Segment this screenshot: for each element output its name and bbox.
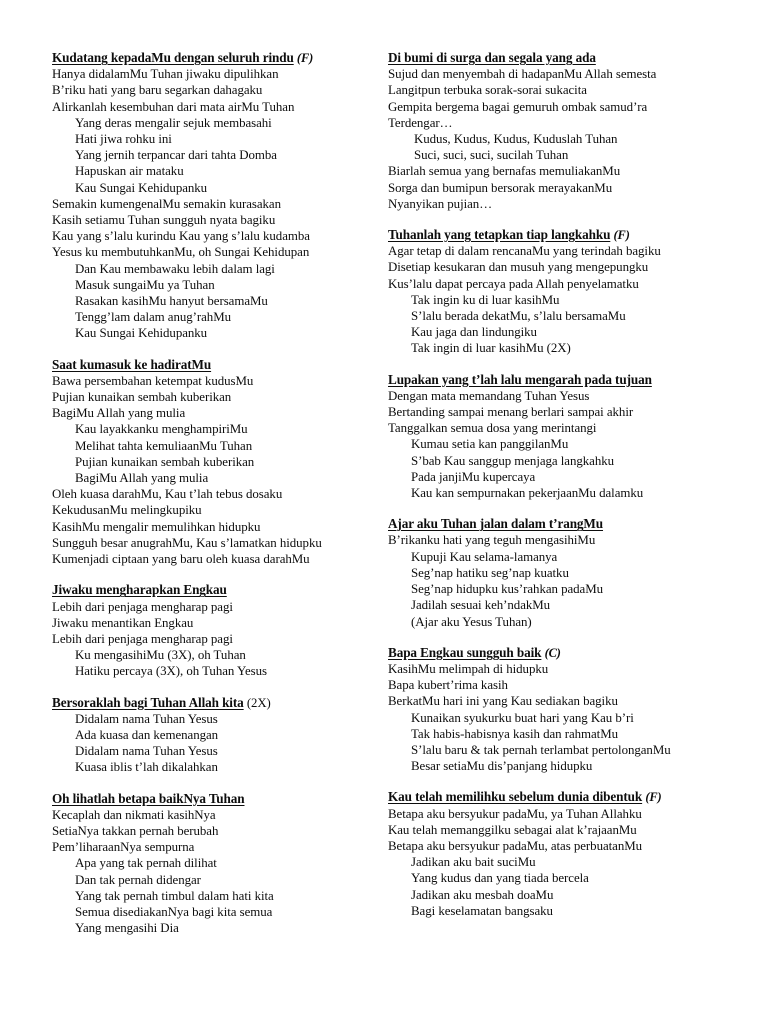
song-title-text: Tuhanlah yang tetapkan tiap langkahku bbox=[388, 227, 611, 243]
lyric-line: Kuasa iblis t’lah dikalahkan bbox=[75, 760, 218, 775]
lyric-line: Pem’liharaanNya sempurna bbox=[52, 840, 195, 855]
lyric-line: Kau jaga dan lindungiku bbox=[411, 325, 537, 340]
lyric-line: Suci, suci, suci, sucilah Tuhan bbox=[414, 148, 569, 163]
song-title bbox=[388, 789, 720, 805]
song-block bbox=[52, 791, 386, 937]
lyric-line: Tak ingin ku di luar kasihMu bbox=[411, 292, 560, 307]
lyric-line: Sorga dan bumipun bersorak merayakanMu bbox=[388, 180, 613, 195]
lyric-line: Gempita bergema bagai gemuruh ombak samud’ra bbox=[388, 99, 648, 114]
song-title bbox=[388, 645, 720, 661]
lyric-line: Dan tak pernah didengar bbox=[75, 872, 201, 887]
lyric-line: Kasih setiamu Tuhan sungguh nyata bagiku bbox=[52, 213, 276, 228]
song-title bbox=[52, 695, 386, 711]
lyric-line: Bapa kubert’rima kasih bbox=[388, 678, 508, 693]
lyric-line: S’lalu berada dekatMu, s’lalu bersamaMu bbox=[411, 309, 626, 324]
song-title-text: Oh lihatlah betapa baikNya Tuhan bbox=[52, 790, 245, 806]
lyric-line: Dengan mata memandang Tuhan Yesus bbox=[388, 388, 590, 403]
lyric-line: Hati jiwa rohku ini bbox=[75, 132, 172, 147]
lyric-line: Hapuskan air mataku bbox=[75, 164, 184, 179]
lyric-line: Yang mengasihi Dia bbox=[75, 921, 179, 936]
song-title-text: Kau telah memilihku sebelum dunia dibentuk bbox=[388, 789, 643, 805]
lyric-line: Agar tetap di dalam rencanaMu yang terindah bagiku bbox=[388, 244, 661, 259]
song-title bbox=[52, 50, 386, 66]
lyric-line: Kunaikan syukurku buat hari yang Kau b’ri bbox=[411, 710, 634, 725]
lyric-line: Disetiap kesukaran dan musuh yang mengepungku bbox=[388, 260, 649, 275]
lyric-line: Tanggalkan semua dosa yang merintangi bbox=[388, 421, 597, 436]
lyric-line: KasihMu melimpah di hidupku bbox=[388, 661, 549, 676]
lyric-line: Langitpun terbuka sorak-sorai sukacita bbox=[388, 83, 587, 98]
lyric-line: Seg’nap hatiku seg’nap kuatku bbox=[411, 565, 569, 580]
lyric-line: Jadikan aku bait suciMu bbox=[411, 855, 536, 870]
song-title bbox=[388, 227, 720, 243]
song-title-text: Bersoraklah bagi Tuhan Allah kita bbox=[52, 694, 244, 710]
lyric-line: Masuk sungaiMu ya Tuhan bbox=[75, 277, 215, 292]
lyric-line: Betapa aku bersyukur padaMu, ya Tuhan Allahku bbox=[388, 806, 642, 821]
lyric-line: Hatiku percaya (3X), oh Tuhan Yesus bbox=[75, 664, 267, 679]
lyric-line: Hanya didalamMu Tuhan jiwaku dipulihkan bbox=[52, 67, 279, 82]
lyric-line: Alirkanlah kesembuhan dari mata airMu Tuhan bbox=[52, 99, 295, 114]
lyric-line: B’rikanku hati yang teguh mengasihiMu bbox=[388, 533, 596, 548]
lyric-line: Kau telah memanggilku sebagai alat k’rajaanMu bbox=[388, 822, 637, 837]
two-column-layout bbox=[52, 50, 720, 936]
lyric-line: Didalam nama Tuhan Yesus bbox=[75, 711, 218, 726]
lyric-line: Seg’nap hidupku kus’rahkan padaMu bbox=[411, 582, 604, 597]
song-chord-marker: (F) bbox=[645, 790, 662, 805]
song-title bbox=[388, 50, 720, 66]
song-chord-marker: (F) bbox=[296, 51, 314, 65]
song-title bbox=[52, 357, 386, 373]
lyric-line: Betapa aku bersyukur padaMu, atas perbuatanMu bbox=[388, 838, 643, 853]
song-chord-marker: (F) bbox=[613, 228, 630, 243]
song-block bbox=[388, 372, 720, 502]
lyric-line: Kau yang s’lalu kurindu Kau yang s’lalu kudamba bbox=[52, 229, 310, 244]
right-column bbox=[386, 50, 720, 919]
song-title-text: Bapa Engkau sungguh baik bbox=[388, 644, 542, 660]
lyric-line: Kau Sungai Kehidupanku bbox=[75, 326, 208, 341]
lyric-line: Nyanyikan pujian… bbox=[388, 196, 493, 211]
lyric-line: S’lalu baru & tak pernah terlambat pertolonganMu bbox=[411, 742, 671, 757]
lyric-line: KasihMu mengalir memulihkan hidupku bbox=[52, 519, 261, 534]
lyric-line: Kecaplah dan nikmati kasihNya bbox=[52, 807, 216, 822]
song-title-text: Lupakan yang t’lah lalu mengarah pada tujuan bbox=[388, 371, 652, 387]
song-title-text: Di bumi di surga dan segala yang ada bbox=[388, 50, 596, 65]
lyric-line: Pujian kunaikan sembah kuberikan bbox=[75, 454, 255, 469]
lyric-line: B’riku hati yang baru segarkan dahagaku bbox=[52, 83, 263, 98]
lyric-line: Oleh kuasa darahMu, Kau t’lah tebus dosaku bbox=[52, 487, 283, 502]
song-chord-marker: (C) bbox=[544, 645, 561, 660]
lyric-line: Yang deras mengalir sejuk membasahi bbox=[75, 115, 272, 130]
lyric-line: BagiMu Allah yang mulia bbox=[75, 471, 209, 486]
lyric-line: Kudus, Kudus, Kudus, Kuduslah Tuhan bbox=[414, 132, 618, 147]
lyric-line: Melihat tahta kemuliaanMu Tuhan bbox=[75, 438, 253, 453]
lyric-line: KekudusanMu melingkupiku bbox=[52, 503, 202, 518]
lyric-line: Kumau setia kan panggilanMu bbox=[411, 437, 569, 452]
left-column bbox=[52, 50, 386, 936]
lyric-line: Rasakan kasihMu hanyut bersamaMu bbox=[75, 294, 268, 309]
song-title bbox=[388, 372, 720, 388]
lyric-line: Jiwaku menantikan Engkau bbox=[52, 615, 194, 630]
song-block bbox=[52, 50, 386, 342]
lyric-line: Dan Kau membawaku lebih dalam lagi bbox=[75, 261, 275, 276]
lyric-line: Didalam nama Tuhan Yesus bbox=[75, 744, 218, 759]
lyric-line: Ada kuasa dan kemenangan bbox=[75, 727, 219, 742]
lyric-line: Pujian kunaikan sembah kuberikan bbox=[52, 390, 232, 405]
lyric-line: Bertanding sampai menang berlari sampai akhir bbox=[388, 405, 634, 420]
song-title bbox=[388, 516, 720, 532]
lyric-line: Kumenjadi ciptaan yang baru oleh kuasa darahMu bbox=[52, 552, 310, 567]
lyric-line: Kau Sungai Kehidupanku bbox=[75, 180, 208, 195]
lyric-line: Kupuji Kau selama-lamanya bbox=[411, 549, 558, 564]
lyric-line: Lebih dari penjaga mengharap pagi bbox=[52, 599, 233, 614]
song-repeat-marker: (2X) bbox=[246, 695, 271, 710]
lyric-line: Jadikan aku mesbah doaMu bbox=[411, 887, 554, 902]
lyric-line: Kau layakkanku menghampiriMu bbox=[75, 422, 248, 437]
lyric-line: Terdengar… bbox=[388, 115, 453, 130]
lyric-line: Biarlah semua yang bernafas memuliakanMu bbox=[388, 164, 621, 179]
lyric-line: Jadilah sesuai keh’ndakMu bbox=[411, 598, 551, 613]
lyric-line: BerkatMu hari ini yang Kau sediakan bagiku bbox=[388, 694, 618, 709]
lyric-line: Apa yang tak pernah dilihat bbox=[75, 856, 217, 871]
lyric-line: Yang kudus dan yang tiada bercela bbox=[411, 871, 589, 886]
lyric-line: (Ajar aku Yesus Tuhan) bbox=[411, 614, 532, 629]
lyric-line: Semakin kumengenalMu semakin kurasakan bbox=[52, 196, 281, 211]
song-block bbox=[388, 516, 720, 629]
lyric-line: Lebih dari penjaga mengharap pagi bbox=[52, 631, 233, 646]
song-title-text: Jiwaku mengharapkan Engkau bbox=[52, 582, 227, 598]
song-block bbox=[52, 695, 386, 776]
lyric-line: Yang tak pernah timbul dalam hati kita bbox=[75, 888, 274, 903]
lyric-line: Yesus ku membutuhkanMu, oh Sungai Kehidupan bbox=[52, 245, 310, 260]
lyric-line: SetiaNya takkan pernah berubah bbox=[52, 823, 219, 838]
song-block bbox=[388, 789, 720, 919]
lyric-line: Sungguh besar anugrahMu, Kau s’lamatkan hidupku bbox=[52, 535, 322, 550]
song-block bbox=[388, 227, 720, 357]
lyric-line: Semua disediakanNya bagi kita semua bbox=[75, 904, 273, 919]
song-title-text: Kudatang kepadaMu dengan seluruh rindu bbox=[52, 50, 294, 65]
lyric-line: Bagi keselamatan bangsaku bbox=[411, 903, 553, 918]
lyric-line: Kus’lalu dapat percaya pada Allah penyelamatku bbox=[388, 276, 639, 291]
song-title-text: Saat kumasuk ke hadiratMu bbox=[52, 356, 212, 372]
lyric-line: Ku mengasihiMu (3X), oh Tuhan bbox=[75, 648, 246, 663]
song-title bbox=[52, 582, 386, 598]
lyric-line: Tak habis-habisnya kasih dan rahmatMu bbox=[411, 726, 619, 741]
lyric-line: Bawa persembahan ketempat kudusMu bbox=[52, 373, 254, 388]
lyric-line: Pada janjiMu kupercaya bbox=[411, 469, 536, 484]
song-title bbox=[52, 791, 386, 807]
lyric-line: Kau kan sempurnakan pekerjaanMu dalamku bbox=[411, 486, 644, 501]
song-block bbox=[52, 357, 386, 568]
song-block bbox=[52, 582, 386, 679]
lyric-line: Tak ingin di luar kasihMu (2X) bbox=[411, 341, 571, 356]
song-block bbox=[388, 645, 720, 775]
lyric-line: S’bab Kau sanggup menjaga langkahku bbox=[411, 453, 615, 468]
lyric-line: BagiMu Allah yang mulia bbox=[52, 406, 186, 421]
lyric-line: Tengg’lam dalam anug’rahMu bbox=[75, 310, 232, 325]
lyric-line: Yang jernih terpancar dari tahta Domba bbox=[75, 148, 277, 163]
song-title-text: Ajar aku Tuhan jalan dalam t’rangMu bbox=[388, 516, 604, 532]
lyric-line: Sujud dan menyembah di hadapanMu Allah semesta bbox=[388, 67, 657, 82]
song-block bbox=[388, 50, 720, 212]
lyric-line: Besar setiaMu dis’panjang hidupku bbox=[411, 759, 593, 774]
